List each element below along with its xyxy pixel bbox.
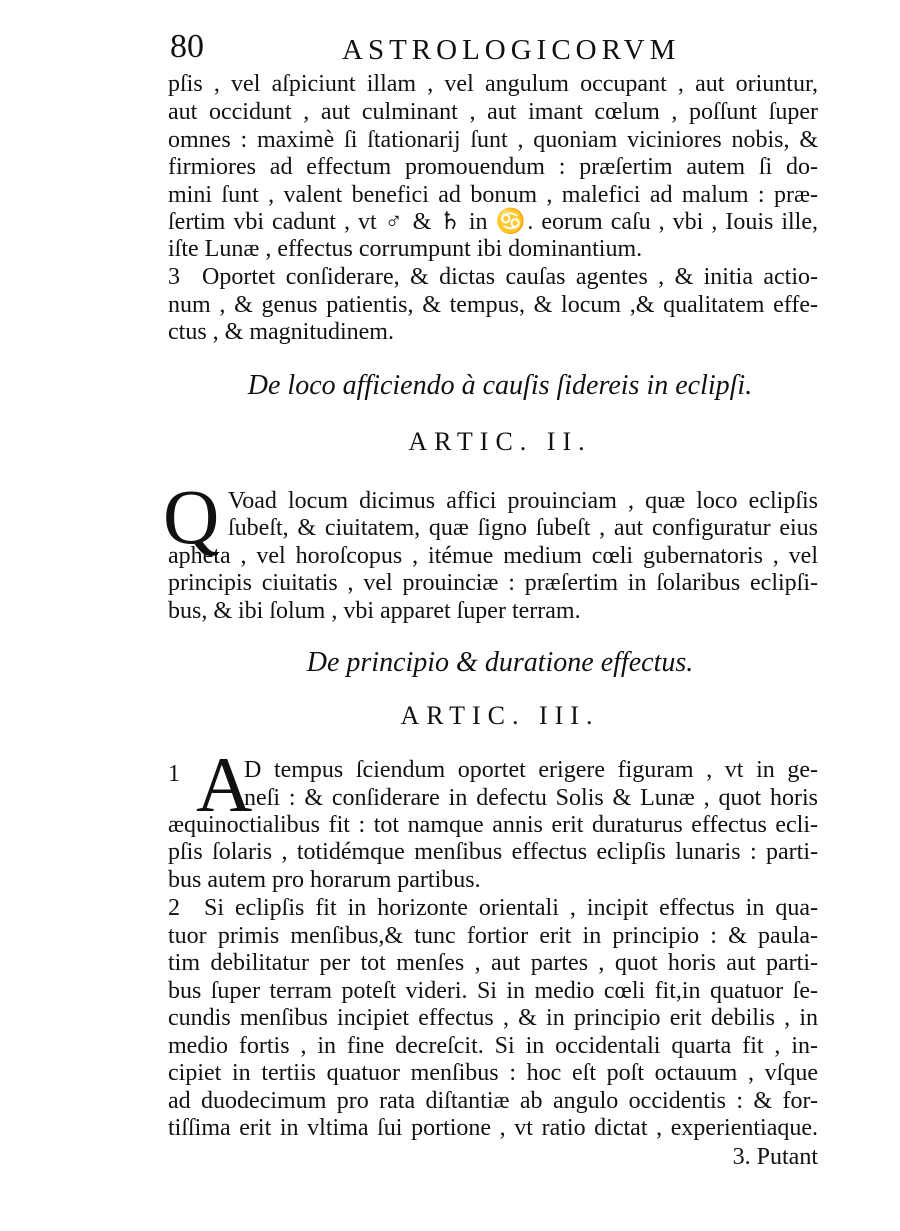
text-line: bus autem pro horarum partibus. <box>168 867 481 893</box>
text-line: ad duodecimum pro rata diſtantiæ ab angulo occidentis : & for- <box>168 1088 818 1114</box>
running-title: ASTROLOGICORVM <box>342 34 681 66</box>
section-title: De principio & duratione effectus. <box>306 647 694 678</box>
text-line: ſubeſt, & ciuitatem, quæ ſigno ſubeſt , aut configuratur eius <box>228 515 818 541</box>
text-line: pſis , vel aſpiciunt illam , vel angulum occupant , aut oriuntur, <box>168 71 818 97</box>
text-line: principis ciuitatis , vel prouinciæ : præſertim in ſolaribus eclipſi- <box>168 570 818 596</box>
text-line: tiſſima erit in vltima ſui portione , vt ratio dictat , experientiaque. <box>168 1115 818 1141</box>
text-line: cipiet in tertiis quatuor menſibus : hoc eſt poſt octauum , vſque <box>168 1060 818 1086</box>
paragraph-number: 3 <box>168 264 180 290</box>
page-header <box>168 28 820 72</box>
text-line: omnes : maximè ſi ſtationarij ſunt , quoniam viciniores nobis, & <box>168 127 818 153</box>
numbered-paragraph-2 <box>168 894 818 922</box>
text-line: apheta , vel horoſcopus , itémue medium cœli gubernatoris , vel <box>168 543 818 569</box>
article-heading: ARTIC. II. <box>408 427 592 456</box>
text-line: aut occidunt , aut culminant , aut imant cœlum , poſſunt ſuper <box>168 99 818 125</box>
text-line: neſi : & conſiderare in defectu Solis & Lunæ , quot horis <box>244 785 818 811</box>
text-line: firmiores ad effectum promouendum : præſertim autem ſi do- <box>168 154 818 180</box>
text-line: pſis ſolaris , totidémque menſibus effectus eclipſis lunaris : parti- <box>168 839 818 865</box>
section-title: De loco afficiendo à cauſis ſidereis in eclipſi. <box>247 370 753 401</box>
paragraph-number: 1 <box>168 761 180 787</box>
article-heading: ARTIC. III. <box>400 701 600 730</box>
text-line: bus, & ibi ſolum , vbi apparet ſuper terram. <box>168 598 581 624</box>
catchword: 3. Putant <box>732 1144 818 1170</box>
text-line: medio fortis , in fine decreſcit. Si in occidentali quarta fit , in- <box>168 1033 818 1059</box>
drop-cap: Q <box>163 473 220 560</box>
text-line: D tempus ſciendum oportet erigere figuram , vt in ge- <box>244 757 818 783</box>
text-line: Si eclipſis fit in horizonte orientali , incipit effectus in qua- <box>204 895 818 921</box>
text-line: ſertim vbi cadunt , vt ♂ & ♄ in ♋. eorum caſu , vbi , Iouis ille, <box>168 209 818 235</box>
text-line: æquinoctialibus fit : tot namque annis erit duraturus effectus ecli- <box>168 812 818 838</box>
text-line: iſte Lunæ , effectus corrumpunt ibi dominantium. <box>168 236 643 262</box>
page-number: 80 <box>170 28 204 65</box>
text-line: ctus , & magnitudinem. <box>168 319 394 345</box>
drop-cap: A <box>196 741 253 828</box>
text-line: Oportet conſiderare, & dictas cauſas agentes , & initia actio- <box>202 264 818 290</box>
text-line: tuor primis menſibus,& tunc fortior erit in principio : & paula- <box>168 923 818 949</box>
text-line: Voad locum dicimus affici prouinciam , quæ loco eclipſis <box>228 488 818 514</box>
text-line: num , & genus patientis, & tempus, & locum ,& qualitatem effe- <box>168 292 818 318</box>
text-line: mini ſunt , valent benefici ad bonum , malefici ad malum : præ- <box>168 182 818 208</box>
text-line: cundis menſibus incipiet effectus , & in principio erit debilis , in <box>168 1005 818 1031</box>
numbered-paragraph-3 <box>168 263 818 291</box>
text-line: tim debilitatur per tot menſes , aut partes , quot horis aut parti- <box>168 950 818 976</box>
paragraph-number: 2 <box>168 895 180 921</box>
text-line: bus ſuper terram poteſt videri. Si in medio cœli fit,in quatuor ſe- <box>168 978 818 1004</box>
